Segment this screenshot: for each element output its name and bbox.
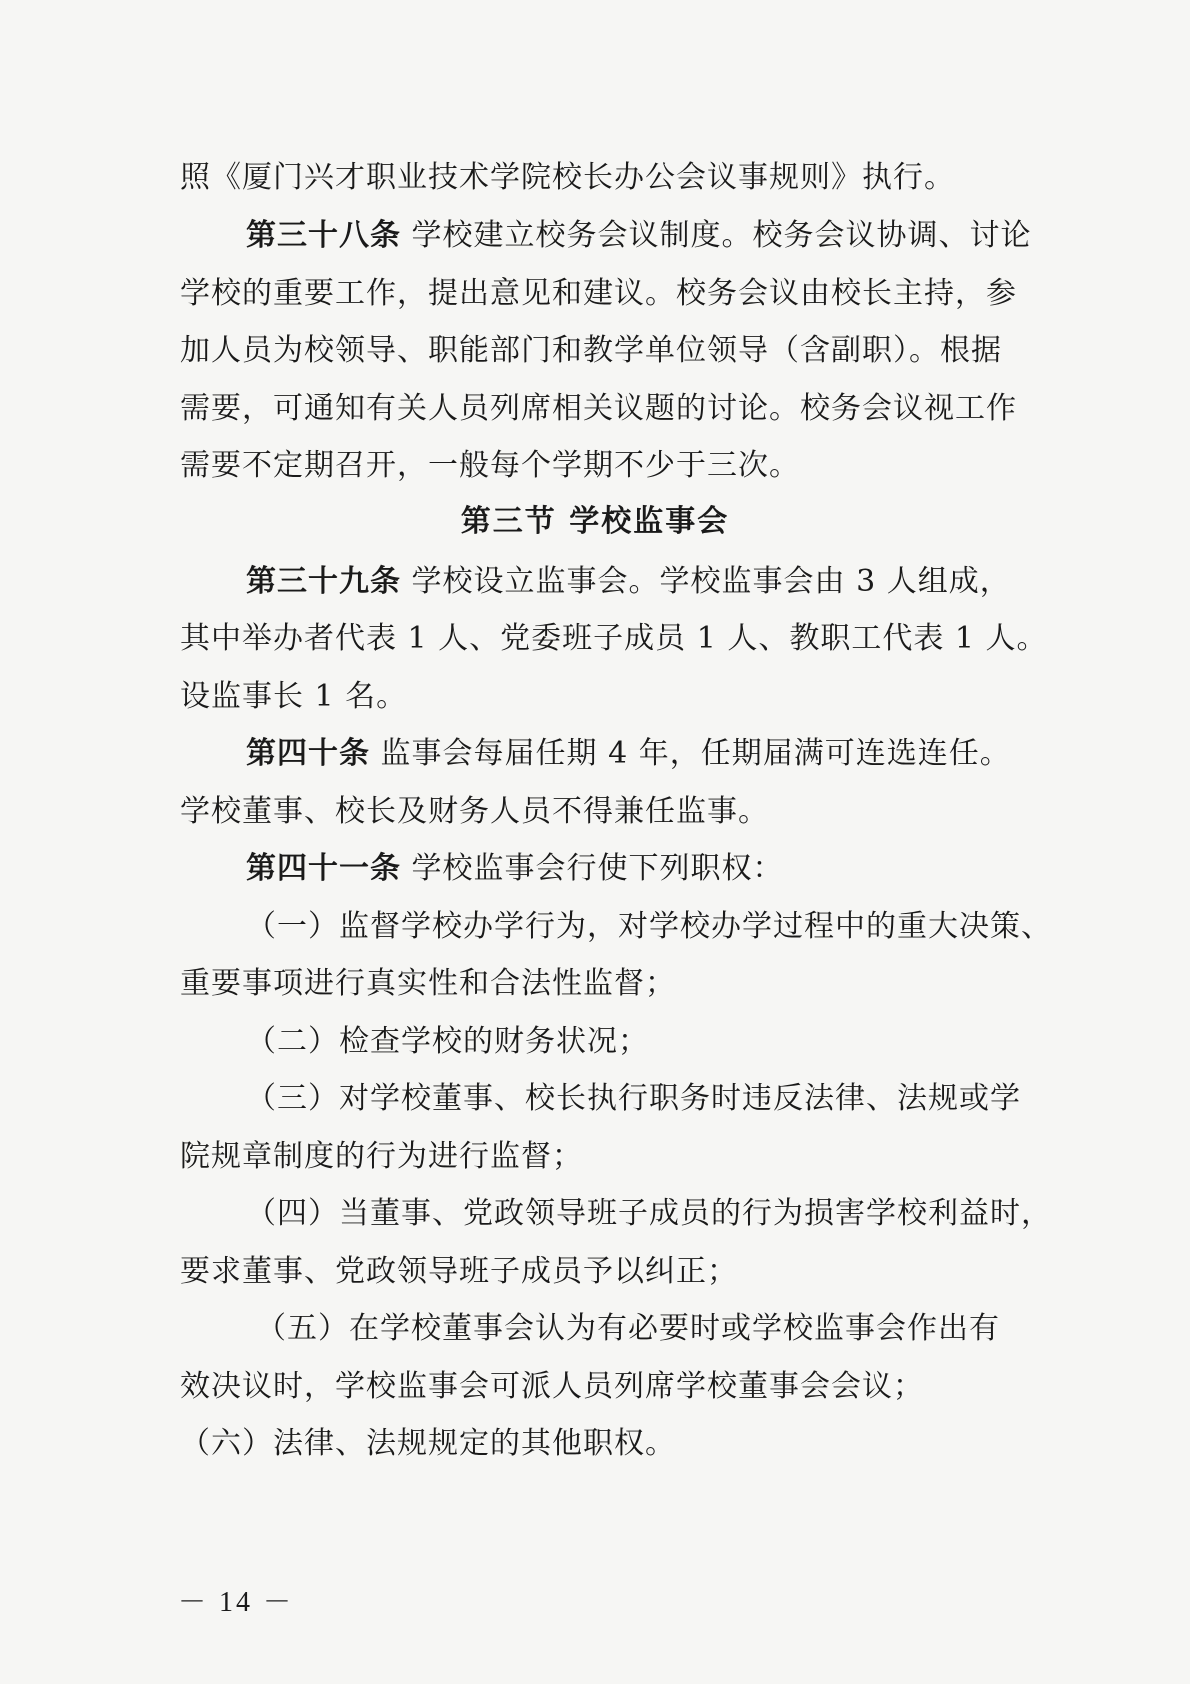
line-text: （四）当董事、党政领导班子成员的行为损害学校利益时， <box>246 1196 1052 1231</box>
clause-line <box>256 1309 1000 1349</box>
line-text: 监事会每届任期 4 年，任期届满可连选连任。 <box>370 736 1011 771</box>
article-number: 第四十一条 <box>246 851 401 886</box>
section-title: 第三节 学校监事会 <box>460 504 730 539</box>
line-text: 照《厦门兴才职业技术学院校长办公会议事规则》执行。 <box>180 160 955 195</box>
paragraph-line <box>180 158 955 198</box>
article-number: 第四十条 <box>246 736 370 771</box>
clause-line <box>246 1194 1052 1234</box>
line-text: （三）对学校董事、校长执行职务时违反法律、法规或学 <box>246 1081 1021 1116</box>
line-text: （五）在学校董事会认为有必要时或学校监事会作出有 <box>256 1311 1000 1346</box>
line-text: （六）法律、法规规定的其他职权。 <box>180 1426 676 1461</box>
paragraph-line <box>180 1252 738 1292</box>
clause-line <box>246 1079 1021 1119</box>
paragraph-line <box>180 389 1017 429</box>
line-text: （二）检查学校的财务状况； <box>246 1024 649 1059</box>
line-text: （一）监督学校办学行为，对学校办学过程中的重大决策、 <box>246 909 1052 944</box>
line-text: 学校的重要工作，提出意见和建议。校务会议由校长主持，参 <box>180 276 1017 311</box>
line-text: 需要不定期召开，一般每个学期不少于三次。 <box>180 448 800 483</box>
page-number: － 14 － <box>178 1587 295 1618</box>
line-text: 其中举办者代表 1 人、党委班子成员 1 人、教职工代表 1 人。 <box>180 621 1048 656</box>
article-38-line <box>246 216 1032 256</box>
paragraph-line <box>180 964 676 1004</box>
article-39-line <box>246 562 1011 602</box>
article-40-line <box>246 734 1011 774</box>
line-text: 需要，可通知有关人员列席相关议题的讨论。校务会议视工作 <box>180 391 1017 426</box>
line-text: 重要事项进行真实性和合法性监督； <box>180 966 676 1001</box>
line-text: 学校建立校务会议制度。校务会议协调、讨论 <box>401 218 1032 253</box>
article-41-line <box>246 849 784 889</box>
paragraph-line <box>180 331 1002 371</box>
line-text: 效决议时，学校监事会可派人员列席学校董事会会议； <box>180 1369 924 1404</box>
paragraph-line <box>180 274 1017 314</box>
line-text: 学校监事会行使下列职权： <box>401 851 784 886</box>
paragraph-line <box>180 792 769 832</box>
paragraph-line <box>180 1137 583 1177</box>
article-number: 第三十八条 <box>246 218 401 253</box>
paragraph-line <box>180 619 1047 659</box>
line-text: 设监事长 1 名。 <box>180 679 408 714</box>
paragraph-line <box>180 1367 924 1407</box>
line-text: 学校董事、校长及财务人员不得兼任监事。 <box>180 794 769 829</box>
clause-line <box>246 1022 649 1062</box>
line-text: 要求董事、党政领导班子成员予以纠正； <box>180 1254 738 1289</box>
line-text: 院规章制度的行为进行监督； <box>180 1139 583 1174</box>
line-text: 加人员为校领导、职能部门和教学单位领导（含副职）。根据 <box>180 333 1002 368</box>
paragraph-line <box>180 446 800 486</box>
clause-line <box>246 907 1052 947</box>
line-text: 学校设立监事会。学校监事会由 3 人组成， <box>401 564 1011 599</box>
article-number: 第三十九条 <box>246 564 401 599</box>
paragraph-line <box>180 677 407 717</box>
clause-line <box>180 1424 676 1464</box>
